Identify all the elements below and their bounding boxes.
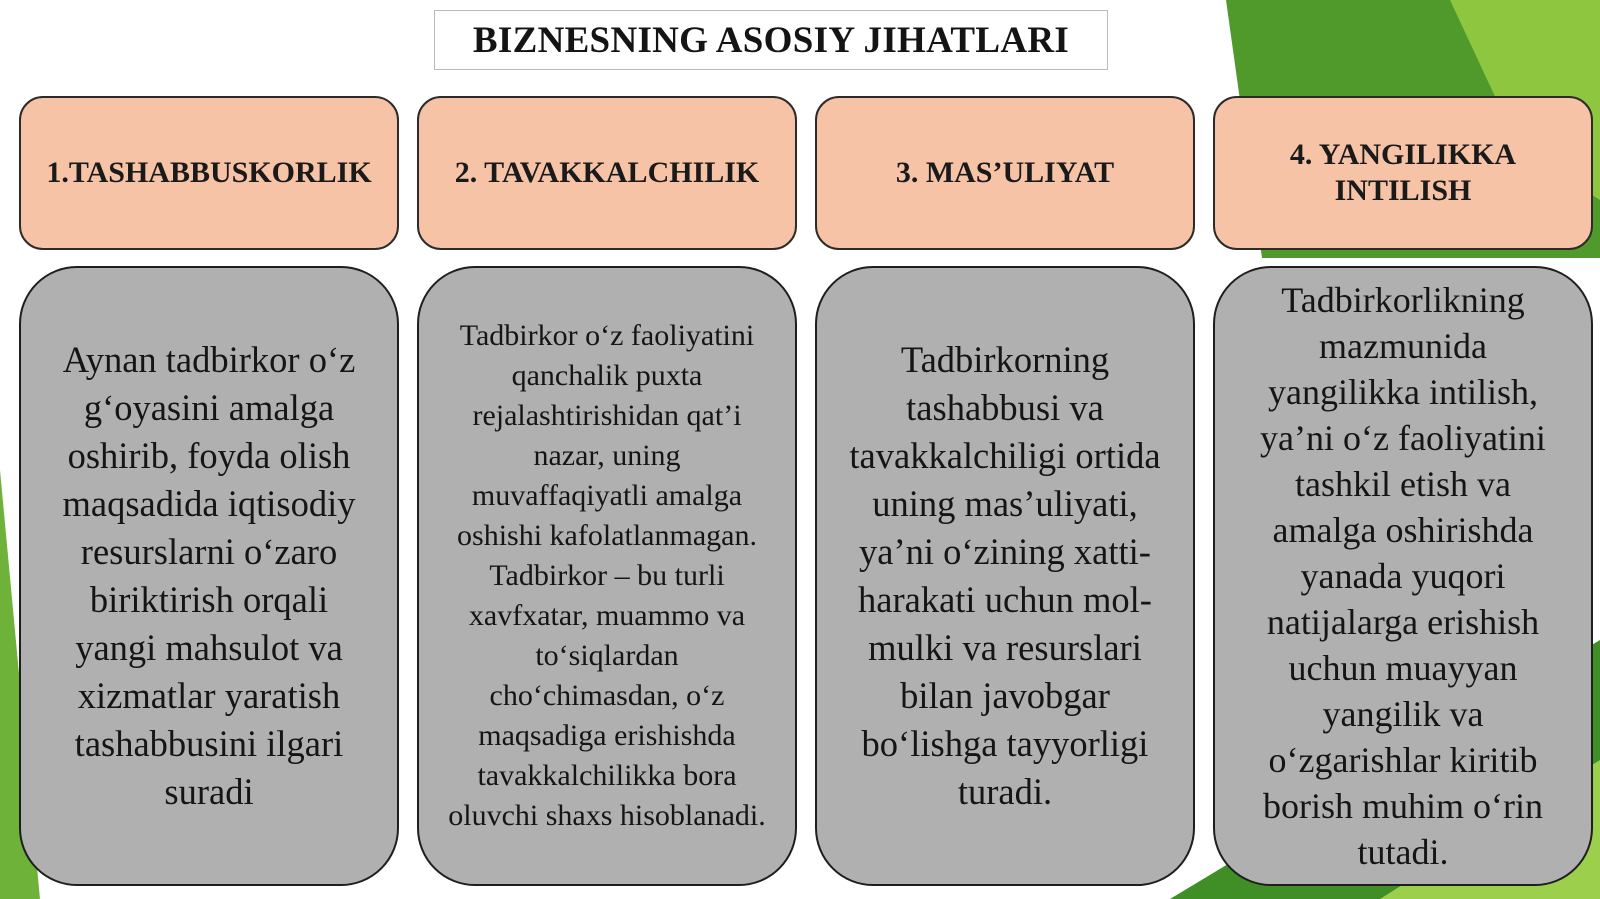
heading-box-tashabbuskorlik [19,96,399,250]
heading-masuliyat: 3. MAS’ULIYAT [895,156,1115,189]
description-box-masuliyat [815,266,1195,886]
heading-box-masuliyat [815,96,1195,250]
heading-tashabbuskorlik: 1.TASHABBUSKORLIK [46,156,372,189]
heading-box-yangilikka-intilish [1213,96,1593,250]
description-tashabbuskorlik: Aynan tadbirkor o‘z g‘oyasini amalga oshirib, foyda olish maqsadida iqtisodiy resurslarni o‘zaro biriktirish orqali yangi mahsulot va xizmatlar yaratish tashabbusini ilgari suradi [62,339,356,812]
heading-box-tavakkalchilik [417,96,797,250]
slide-title: BIZNESNING ASOSIY JIHATLARI [472,19,1070,61]
description-box-tavakkalchilik [417,266,797,886]
title-box [434,10,1108,70]
description-yangilikka-intilish: Tadbirkorlikning mazmunida yangilikka intilish, ya’ni o‘z faoliyatini tashkil etish va amalga oshirishda yanada yuqori natijalarga erishish uchun muayyan yangilik va o‘zgarishlar kiritib borish muhim o‘rin tutadi. [1260,280,1546,872]
heading-yangilikka-intilish: 4. YANGILIKKA INTILISH [1289,138,1517,207]
description-tavakkalchilik: Tadbirkor o‘z faoliyatini qanchalik puxta rejalashtirishidan qat’i nazar, uning muvaffaqiyatli amalga oshishi kafolatlanmagan. Tadbirkor – bu turli xavfxatar, muammo va to‘siqlardan cho‘chimasdan, o‘z maqsadiga erishishda tavakkalchilikka bora oluvchi shaxs hisoblanadi. [448,319,766,832]
heading-tavakkalchilik: 2. TAVAKKALCHILIK [454,156,760,189]
description-box-tashabbuskorlik [19,266,399,886]
description-box-yangilikka-intilish [1213,266,1593,886]
description-masuliyat: Tadbirkorning tashabbusi va tavakkalchiligi ortida uning mas’uliyati, ya’ni o‘zining xatti-harakati uchun mol-mulki va resurslari bilan javobgar bo‘lishga tayyorligi turadi. [849,339,1161,812]
